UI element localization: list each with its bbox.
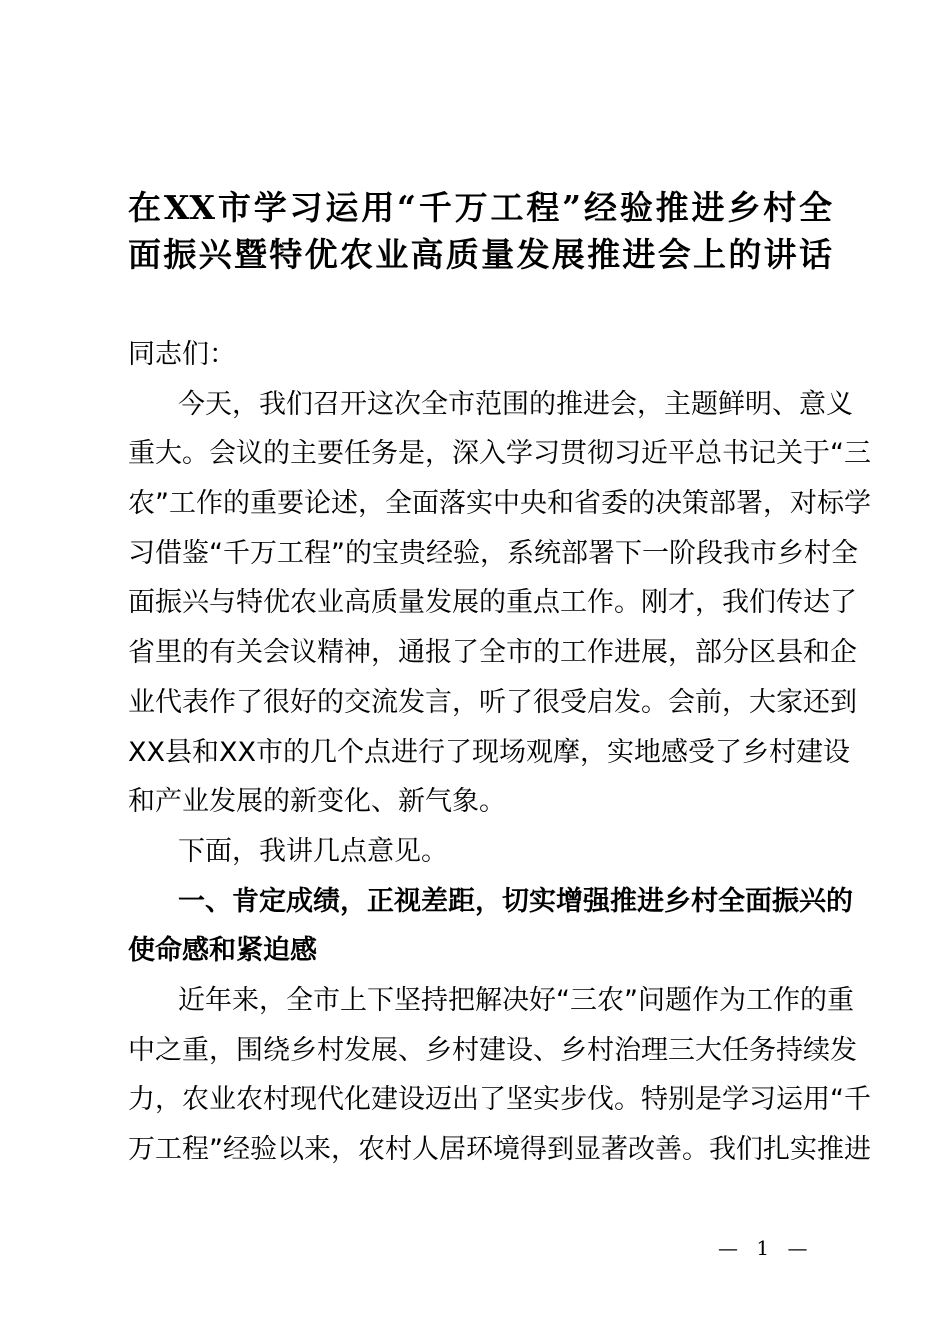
text-line: 中之重，围绕乡村发展、乡村建设、乡村治理三大任务持续发 [128,1034,857,1066]
text-line: 一、肯定成绩，正视差距，切实增强推进乡村全面振兴的 [178,885,853,917]
title-line: 在XX市学习运用“千万工程”经验推进乡村全 [128,188,832,227]
text-line: 下面，我讲几点意见。 [178,835,448,867]
text-line: 和产业发展的新变化、新气象。 [128,786,506,818]
text-line: 重大。会议的主要任务是，深入学习贯彻习近平总书记关于“三 [128,438,871,470]
text-line: 万工程”经验以来，农村人居环境得到显著改善。我们扎实推进 [128,1134,871,1165]
text-line: 农”工作的重要论述，全面落实中央和省委的决策部署，对标学 [128,488,871,520]
text-line: 省里的有关会议精神，通报了全市的工作进展，部分区县和企 [128,637,857,669]
title-line: 面振兴暨特优农业高质量发展推进会上的讲话 [128,235,832,274]
text-line: 今天，我们召开这次全市范围的推进会，主题鲜明、意义 [178,388,853,420]
text-line: 习借鉴“千万工程”的宝贵经验，系统部署下一阶段我市乡村全 [128,537,858,569]
text-line: 使命感和紧迫感 [128,935,317,967]
page-number: — 1 — [718,1236,814,1260]
document-title [128,184,832,278]
text-line: 同志们： [128,339,236,370]
text-line: 近年来，全市上下坚持把解决好“三农”问题作为工作的重 [178,984,854,1016]
text-line: 面振兴与特优农业高质量发展的重点工作。刚才，我们传达了 [128,587,857,619]
text-line: 力，农业农村现代化建设迈出了坚实步伐。特别是学习运用“千 [128,1084,871,1116]
text-line: XX县和XX市的几个点进行了现场观摩，实地感受了乡村建设 [128,736,850,768]
text-line: 业代表作了很好的交流发言，听了很受启发。会前，大家还到 [128,686,857,718]
document-body [128,330,871,1175]
